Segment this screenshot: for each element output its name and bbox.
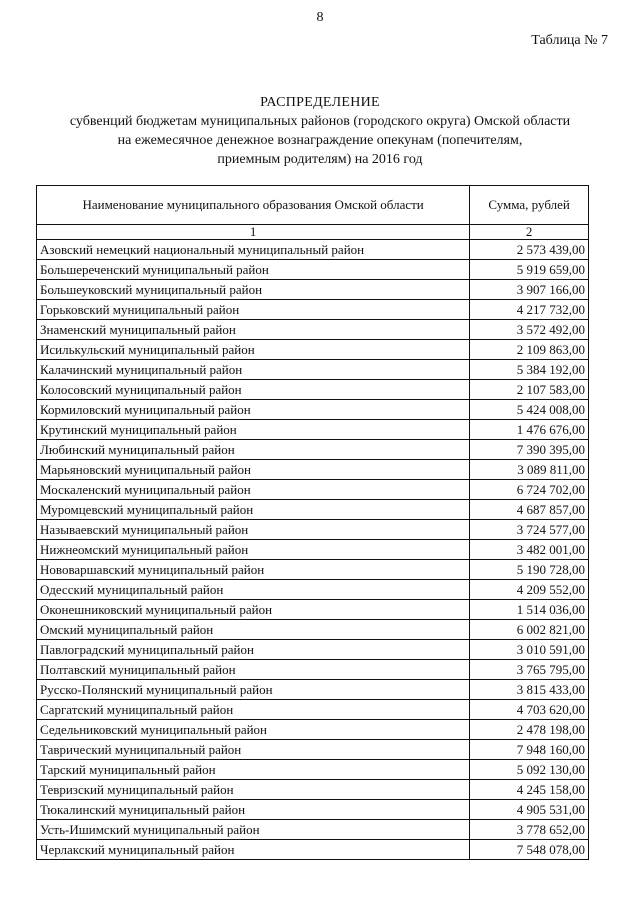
subvention-sum: 6 724 702,00	[470, 480, 589, 500]
column-number-1: 1	[37, 225, 470, 240]
municipality-name: Москаленский муниципальный район	[37, 480, 470, 500]
table-row	[37, 640, 589, 660]
subvention-sum: 2 573 439,00	[470, 240, 589, 260]
subvention-sum: 3 482 001,00	[470, 540, 589, 560]
municipality-name: Одесский муниципальный район	[37, 580, 470, 600]
municipality-name: Колосовский муниципальный район	[37, 380, 470, 400]
table-row	[37, 740, 589, 760]
subvention-sum: 2 478 198,00	[470, 720, 589, 740]
municipality-name: Оконешниковский муниципальный район	[37, 600, 470, 620]
municipality-name: Черлакский муниципальный район	[37, 840, 470, 860]
municipality-name: Крутинский муниципальный район	[37, 420, 470, 440]
subvention-sum: 5 424 008,00	[470, 400, 589, 420]
table-row	[37, 480, 589, 500]
table-row	[37, 560, 589, 580]
subvention-sum: 3 724 577,00	[470, 520, 589, 540]
header-municipality: Наименование муниципального образования Омской области	[37, 186, 470, 225]
municipality-name: Большеуковский муниципальный район	[37, 280, 470, 300]
table-row	[37, 660, 589, 680]
table-row	[37, 460, 589, 480]
subvention-sum: 5 092 130,00	[470, 760, 589, 780]
subvention-sum: 2 107 583,00	[470, 380, 589, 400]
municipality-name: Горьковский муниципальный район	[37, 300, 470, 320]
header-sum: Сумма, рублей	[470, 186, 589, 225]
municipality-name: Павлоградский муниципальный район	[37, 640, 470, 660]
municipality-name: Азовский немецкий национальный муниципальный район	[37, 240, 470, 260]
column-number-2: 2	[470, 225, 589, 240]
table-row	[37, 260, 589, 280]
subvention-sum: 3 815 433,00	[470, 680, 589, 700]
municipality-name: Полтавский муниципальный район	[37, 660, 470, 680]
subvention-sum: 5 190 728,00	[470, 560, 589, 580]
table-row	[37, 700, 589, 720]
municipality-name: Нижнеомский муниципальный район	[37, 540, 470, 560]
subvention-sum: 4 905 531,00	[470, 800, 589, 820]
table-header-row	[37, 186, 589, 225]
table-label: Таблица № 7	[531, 33, 608, 48]
municipality-name: Русско-Полянский муниципальный район	[37, 680, 470, 700]
municipality-name: Большереченский муниципальный район	[37, 260, 470, 280]
municipality-name: Кормиловский муниципальный район	[37, 400, 470, 420]
subvention-sum: 6 002 821,00	[470, 620, 589, 640]
subvention-sum: 4 703 620,00	[470, 700, 589, 720]
subvention-sum: 3 010 591,00	[470, 640, 589, 660]
municipality-name: Седельниковский муниципальный район	[37, 720, 470, 740]
municipality-name: Тарский муниципальный район	[37, 760, 470, 780]
subvention-sum: 4 209 552,00	[470, 580, 589, 600]
table-row	[37, 380, 589, 400]
table-row	[37, 680, 589, 700]
municipality-name: Омский муниципальный район	[37, 620, 470, 640]
subvention-sum: 4 687 857,00	[470, 500, 589, 520]
municipality-name: Усть-Ишимский муниципальный район	[37, 820, 470, 840]
municipality-name: Называевский муниципальный район	[37, 520, 470, 540]
subvention-sum: 1 476 676,00	[470, 420, 589, 440]
subvention-sum: 7 948 160,00	[470, 740, 589, 760]
table-row	[37, 240, 589, 260]
subvention-sum: 1 514 036,00	[470, 600, 589, 620]
table-row	[37, 620, 589, 640]
subvention-sum: 3 907 166,00	[470, 280, 589, 300]
table-row	[37, 580, 589, 600]
title-line-3: приемным родителям) на 2016 год	[217, 152, 423, 167]
municipality-name: Исилькульский муниципальный район	[37, 340, 470, 360]
table-row	[37, 760, 589, 780]
title-line-1: субвенций бюджетам муниципальных районов (городского округа) Омской области	[69, 114, 571, 129]
table-row	[37, 360, 589, 380]
title-heading: РАСПРЕДЕЛЕНИЕ	[260, 95, 380, 110]
subvention-sum: 3 572 492,00	[470, 320, 589, 340]
document-title	[0, 93, 640, 169]
page-number: 8	[316, 10, 324, 25]
table-row	[37, 600, 589, 620]
municipality-name: Знаменский муниципальный район	[37, 320, 470, 340]
table-body	[37, 240, 589, 860]
title-line-2: на ежемесячное денежное вознаграждение опекунам (попечителям,	[117, 133, 523, 148]
table-row	[37, 800, 589, 820]
table-row	[37, 520, 589, 540]
distribution-table	[36, 185, 589, 860]
table-row	[37, 440, 589, 460]
table-row	[37, 400, 589, 420]
subvention-sum: 4 245 158,00	[470, 780, 589, 800]
table-row	[37, 280, 589, 300]
table-row	[37, 820, 589, 840]
table-row	[37, 500, 589, 520]
municipality-name: Любинский муниципальный район	[37, 440, 470, 460]
municipality-name: Саргатский муниципальный район	[37, 700, 470, 720]
subvention-sum: 5 384 192,00	[470, 360, 589, 380]
column-number-row	[37, 225, 589, 240]
table-row	[37, 300, 589, 320]
subvention-sum: 3 089 811,00	[470, 460, 589, 480]
municipality-name: Тюкалинский муниципальный район	[37, 800, 470, 820]
municipality-name: Калачинский муниципальный район	[37, 360, 470, 380]
table-row	[37, 540, 589, 560]
subvention-sum: 3 778 652,00	[470, 820, 589, 840]
subvention-sum: 7 390 395,00	[470, 440, 589, 460]
table-row	[37, 840, 589, 860]
table-row	[37, 320, 589, 340]
municipality-name: Муромцевский муниципальный район	[37, 500, 470, 520]
table-row	[37, 780, 589, 800]
municipality-name: Нововаршавский муниципальный район	[37, 560, 470, 580]
table-row	[37, 720, 589, 740]
table-row	[37, 420, 589, 440]
municipality-name: Таврический муниципальный район	[37, 740, 470, 760]
subvention-sum: 3 765 795,00	[470, 660, 589, 680]
subvention-sum: 5 919 659,00	[470, 260, 589, 280]
subvention-sum: 4 217 732,00	[470, 300, 589, 320]
municipality-name: Марьяновский муниципальный район	[37, 460, 470, 480]
subvention-sum: 2 109 863,00	[470, 340, 589, 360]
table-row	[37, 340, 589, 360]
municipality-name: Тевризский муниципальный район	[37, 780, 470, 800]
subvention-sum: 7 548 078,00	[470, 840, 589, 860]
